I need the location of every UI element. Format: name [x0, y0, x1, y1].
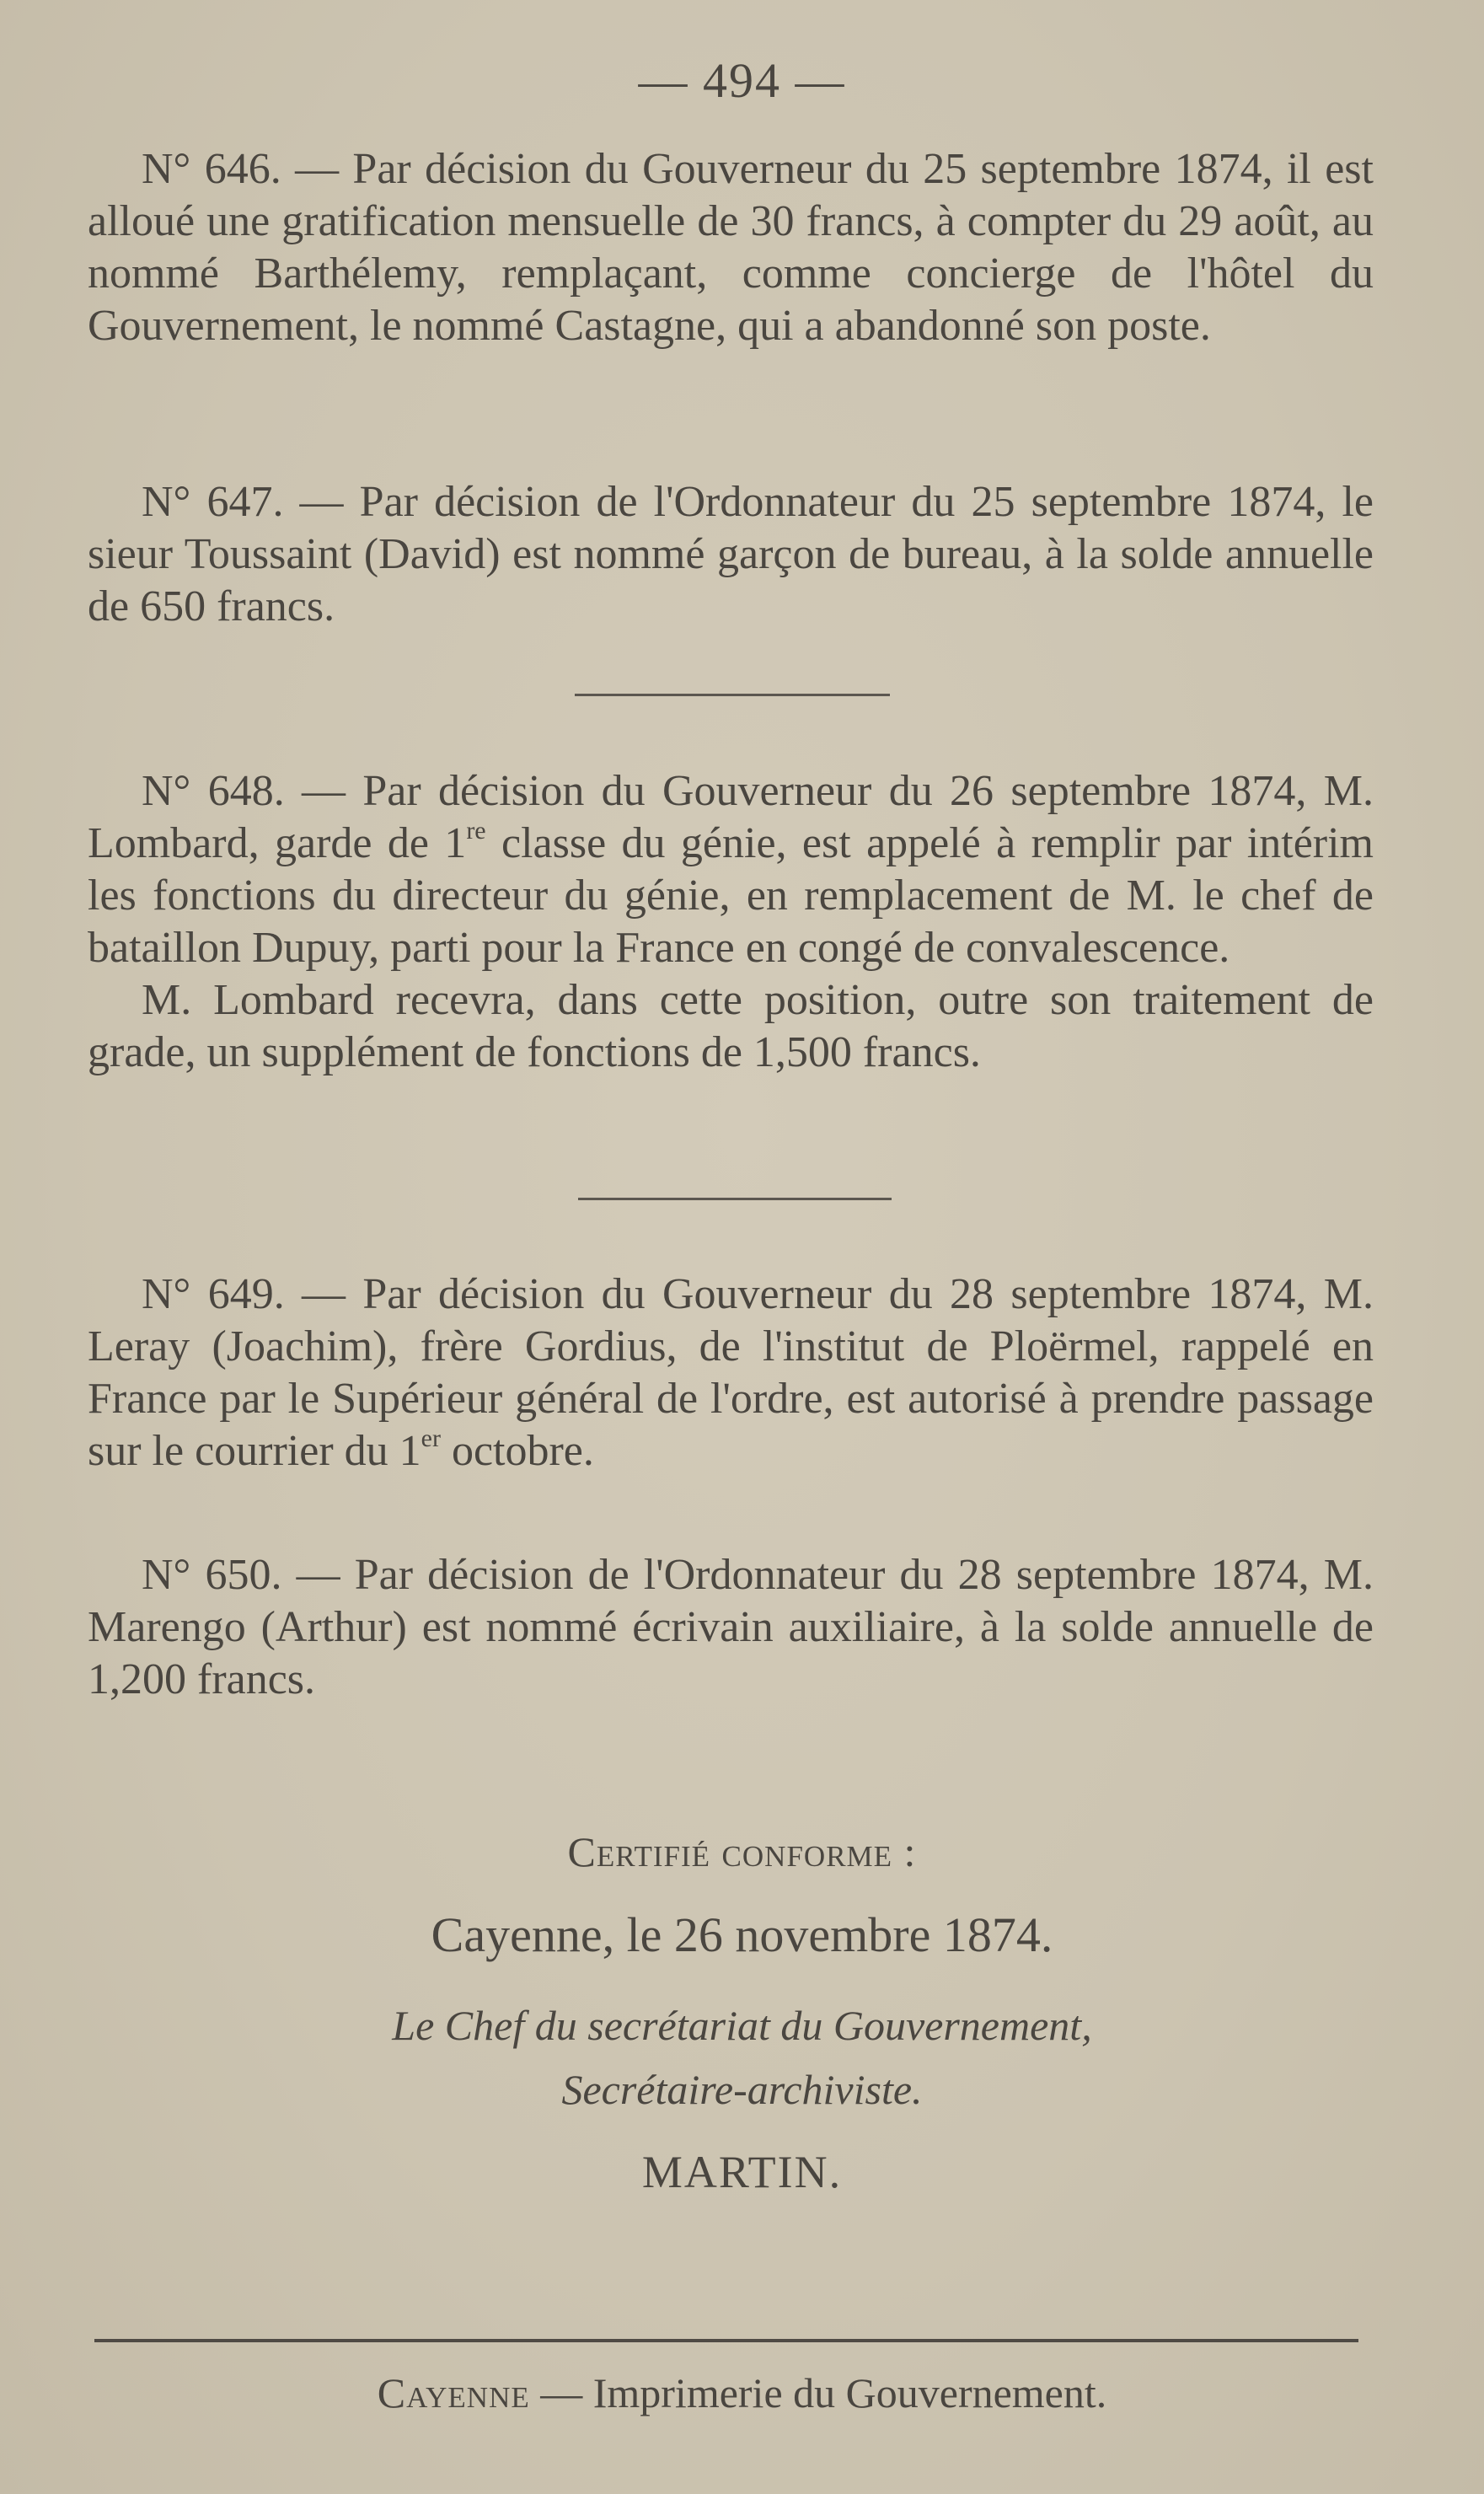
place-date: Cayenne, le 26 novembre 1874. — [431, 1907, 1053, 1962]
entry-647 — [88, 476, 1374, 633]
separator-rule-1 — [575, 694, 890, 696]
printer-footer — [0, 2368, 1484, 2417]
secretaire-title: Secrétaire-archiviste. — [561, 2066, 923, 2113]
footer-rule — [94, 2339, 1358, 2342]
signature-name: MARTIN. — [641, 2147, 843, 2197]
page-number: — 494 — — [638, 53, 846, 108]
entry-649-text — [88, 1268, 1374, 1478]
chef-title: Le Chef du secrétariat du Gouvernement, — [392, 2002, 1092, 2049]
entry-648-text-b: classe du génie, est appelé à remplir par intérim les fonctions du directeur du génie, en remplacement de M. le chef de bataillon Dupuy, parti pour la France en congé de convalescence. — [88, 819, 1374, 972]
entry-649-text-b: octobre. — [440, 1427, 594, 1475]
entry-649-text-a: N° 649. — Par décision du Gouverneur du 28 septembre 1874, M. Leray (Joachim), frère Gordius, de l'institut de Ploërmel, rappelé en France par le Supérieur général de l'ordre, est autorisé à prendre passage sur le courrier du 1 — [88, 1270, 1374, 1475]
entry-646-text: N° 646. — Par décision du Gouverneur du 25 septembre 1874, il est alloué une gratification mensuelle de 30 francs, à compter du 29 août, au nommé Barthélemy, remplaçant, comme concierge de l'hôtel du Gouvernement, le nommé Castagne, qui a abandonné son poste. — [88, 145, 1374, 350]
entry-650-text: N° 650. — Par décision de l'Ordonnateur du 28 septembre 1874, M. Marengo (Arthur) est nommé écrivain auxiliaire, à la solde annuelle de 1,200 francs. — [88, 1551, 1374, 1703]
entry-648-text — [88, 765, 1374, 974]
entry-650 — [88, 1549, 1374, 1706]
footer-printer: — Imprimerie du Gouvernement. — [529, 2369, 1107, 2416]
entry-648 — [88, 765, 1374, 1079]
entry-649-sup: er — [421, 1424, 441, 1452]
entry-647-text: N° 647. — Par décision de l'Ordonnateur du 25 septembre 1874, le sieur Toussaint (David) est nommé garçon de bureau, à la solde annuelle de 650 francs. — [88, 478, 1374, 630]
entry-648-text-a: N° 648. — Par décision du Gouverneur du 26 septembre 1874, M. Lombard, garde de 1 — [88, 767, 1374, 867]
separator-rule-2 — [578, 1198, 892, 1200]
entry-648-text-2: M. Lombard recevra, dans cette position, outre son traitement de grade, un supplément de fonctions de 1,500 francs. — [88, 976, 1374, 1076]
entry-646 — [88, 143, 1374, 352]
entry-649 — [88, 1268, 1374, 1478]
footer-city: Cayenne — [377, 2369, 530, 2416]
entry-648-sup: re — [466, 816, 486, 845]
certifie-conforme: Certifié conforme : — [567, 1828, 917, 1875]
